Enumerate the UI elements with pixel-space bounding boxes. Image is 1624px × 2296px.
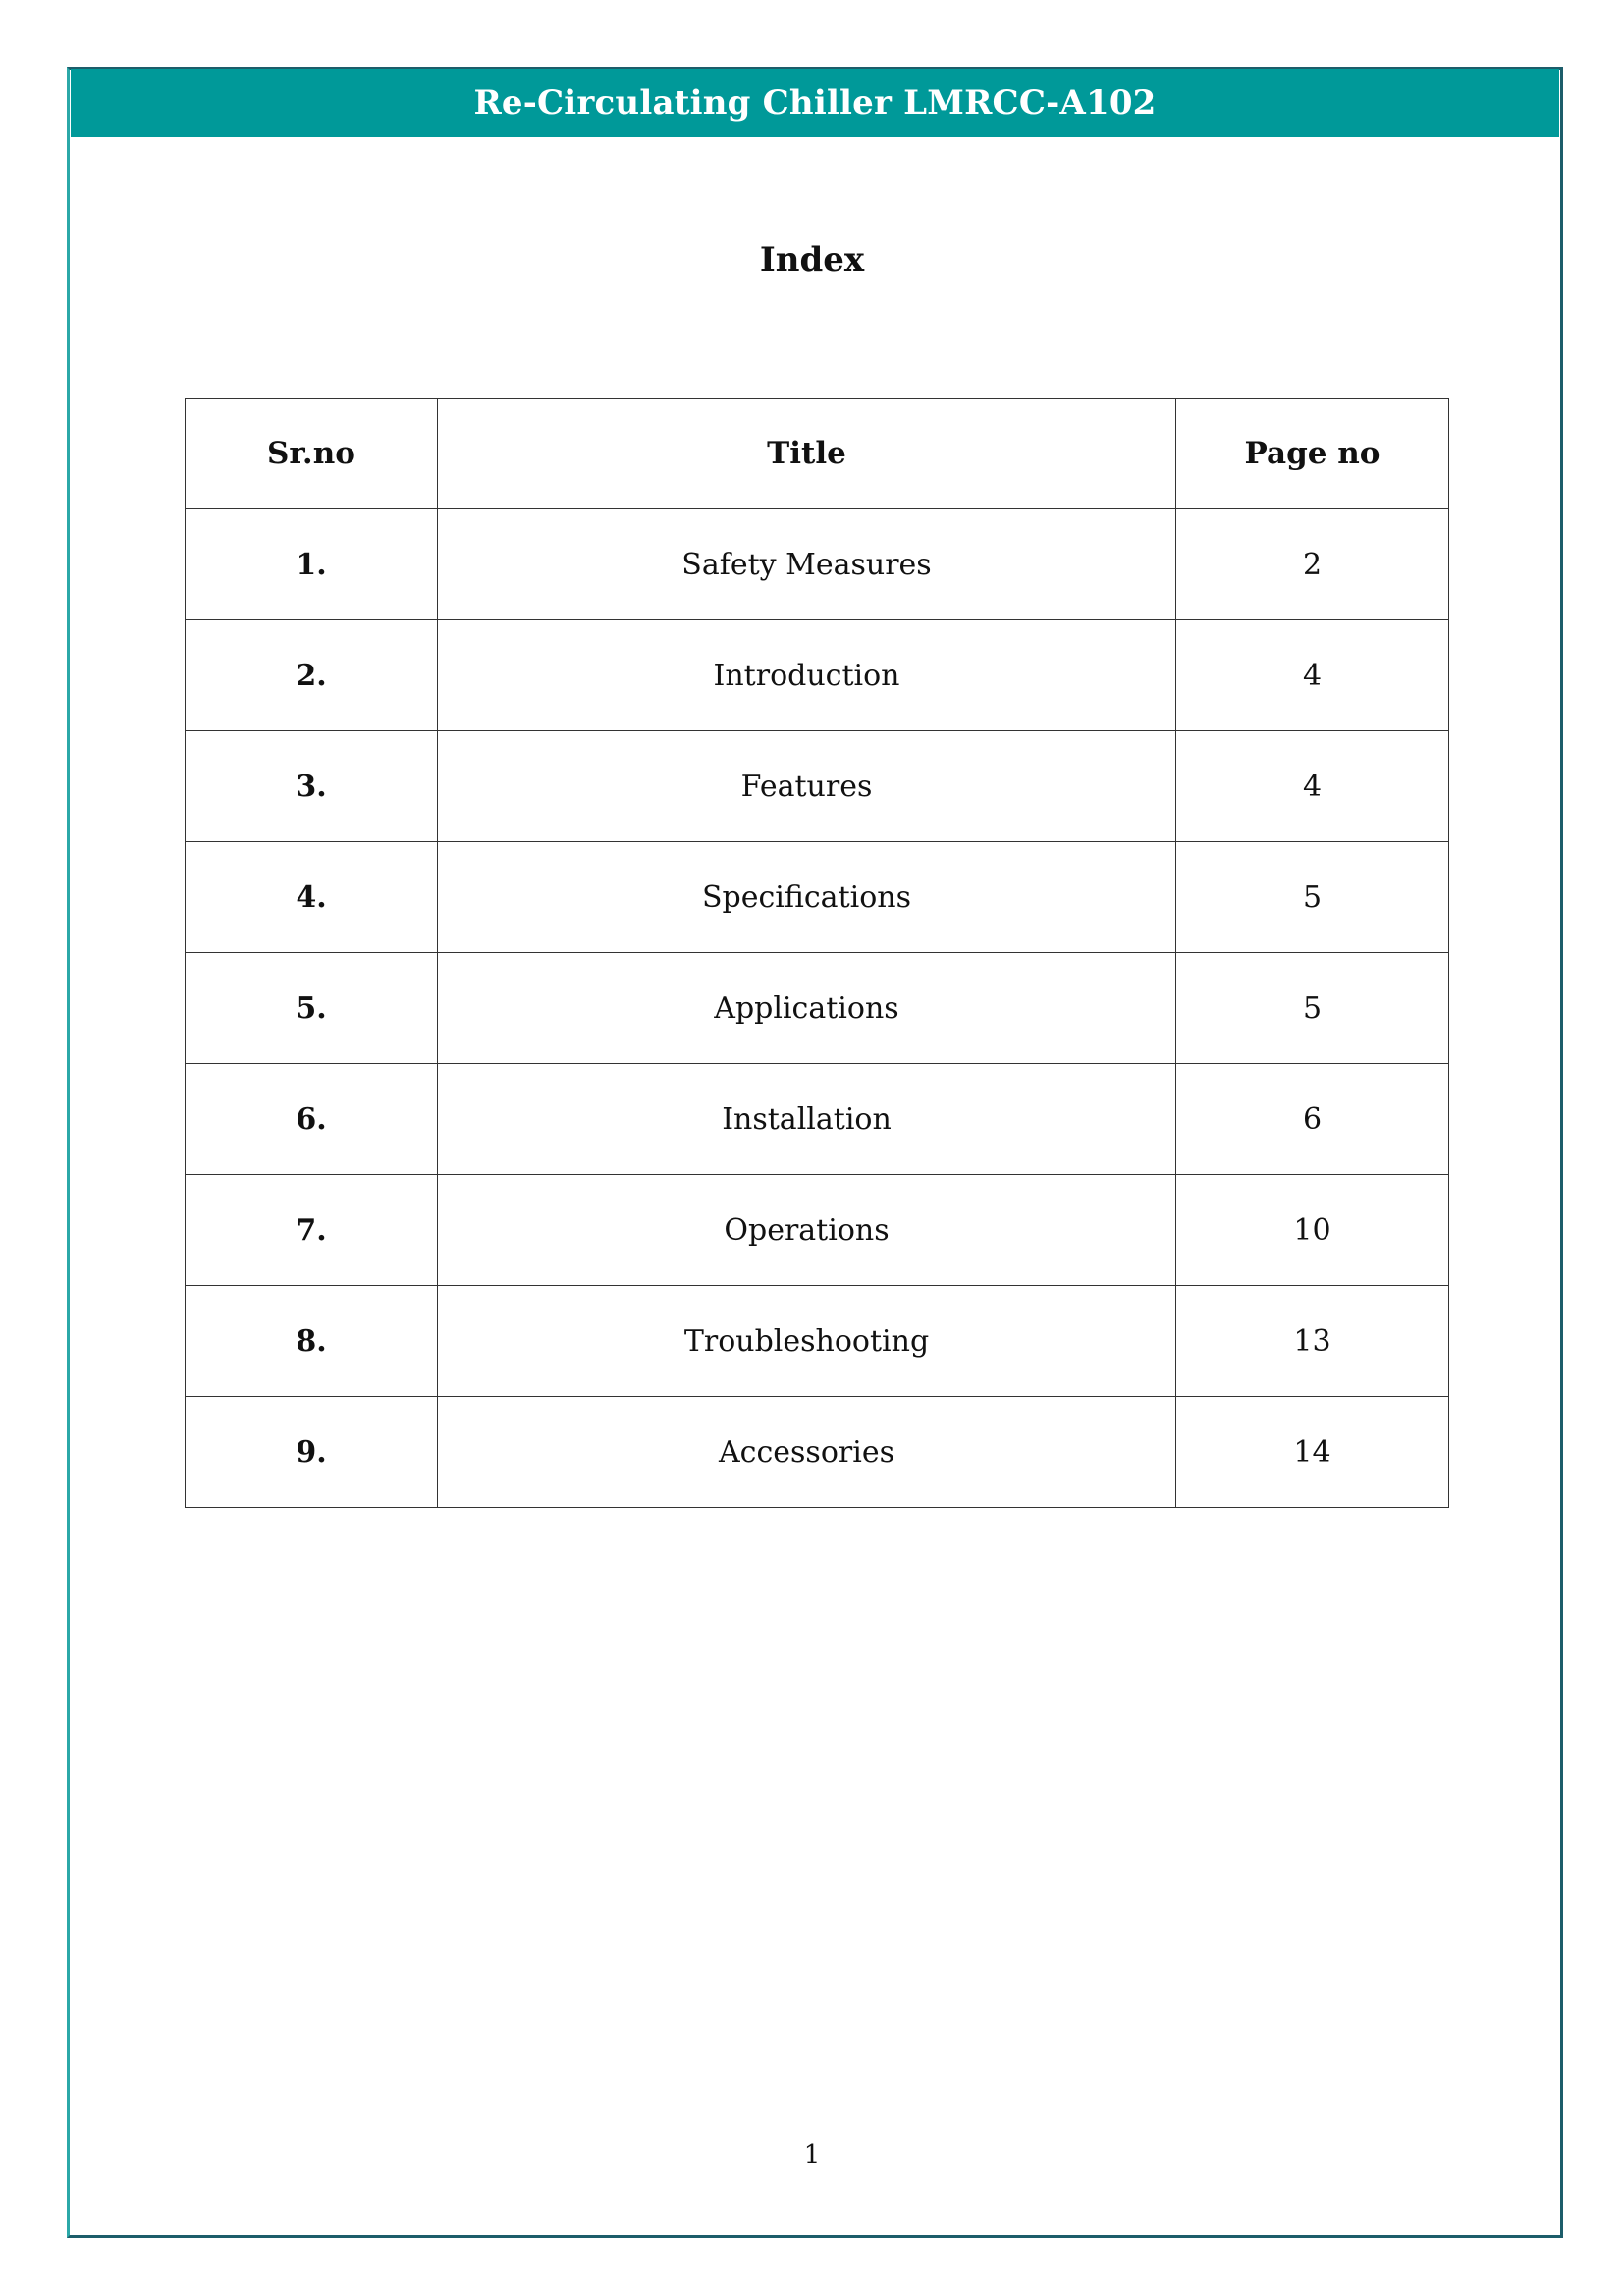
index-heading: Index xyxy=(759,240,865,280)
table-row xyxy=(186,842,1449,953)
table-row xyxy=(186,509,1449,620)
row-title: Operations xyxy=(438,1175,1176,1286)
table-header-row xyxy=(186,399,1449,509)
row-title: Features xyxy=(438,731,1176,842)
row-srno: 3. xyxy=(186,731,438,842)
row-srno: 5. xyxy=(186,953,438,1064)
row-page-no: 14 xyxy=(1176,1397,1449,1508)
table-row xyxy=(186,1397,1449,1508)
row-srno: 2. xyxy=(186,620,438,731)
document-header-title: Re-Circulating Chiller LMRCC-A102 xyxy=(473,83,1157,123)
row-title: Troubleshooting xyxy=(438,1286,1176,1397)
document-header-bar xyxy=(71,69,1559,137)
row-srno: 4. xyxy=(186,842,438,953)
row-srno: 1. xyxy=(186,509,438,620)
column-header-title: Title xyxy=(438,399,1176,509)
index-table xyxy=(185,398,1449,1508)
row-page-no: 2 xyxy=(1176,509,1449,620)
row-page-no: 4 xyxy=(1176,620,1449,731)
column-header-srno: Sr.no xyxy=(186,399,438,509)
row-title: Installation xyxy=(438,1064,1176,1175)
table-row xyxy=(186,1064,1449,1175)
table-row xyxy=(186,953,1449,1064)
column-header-page-no: Page no xyxy=(1176,399,1449,509)
row-page-no: 10 xyxy=(1176,1175,1449,1286)
row-title: Introduction xyxy=(438,620,1176,731)
row-page-no: 5 xyxy=(1176,953,1449,1064)
table-row xyxy=(186,620,1449,731)
row-title: Accessories xyxy=(438,1397,1176,1508)
row-title: Specifications xyxy=(438,842,1176,953)
row-srno: 7. xyxy=(186,1175,438,1286)
row-page-no: 5 xyxy=(1176,842,1449,953)
table-row xyxy=(186,1175,1449,1286)
row-srno: 8. xyxy=(186,1286,438,1397)
page-number: 1 xyxy=(803,2140,821,2169)
table-row xyxy=(186,1286,1449,1397)
row-srno: 6. xyxy=(186,1064,438,1175)
row-page-no: 13 xyxy=(1176,1286,1449,1397)
row-title: Applications xyxy=(438,953,1176,1064)
row-page-no: 4 xyxy=(1176,731,1449,842)
row-page-no: 6 xyxy=(1176,1064,1449,1175)
table-row xyxy=(186,731,1449,842)
row-title: Safety Measures xyxy=(438,509,1176,620)
row-srno: 9. xyxy=(186,1397,438,1508)
